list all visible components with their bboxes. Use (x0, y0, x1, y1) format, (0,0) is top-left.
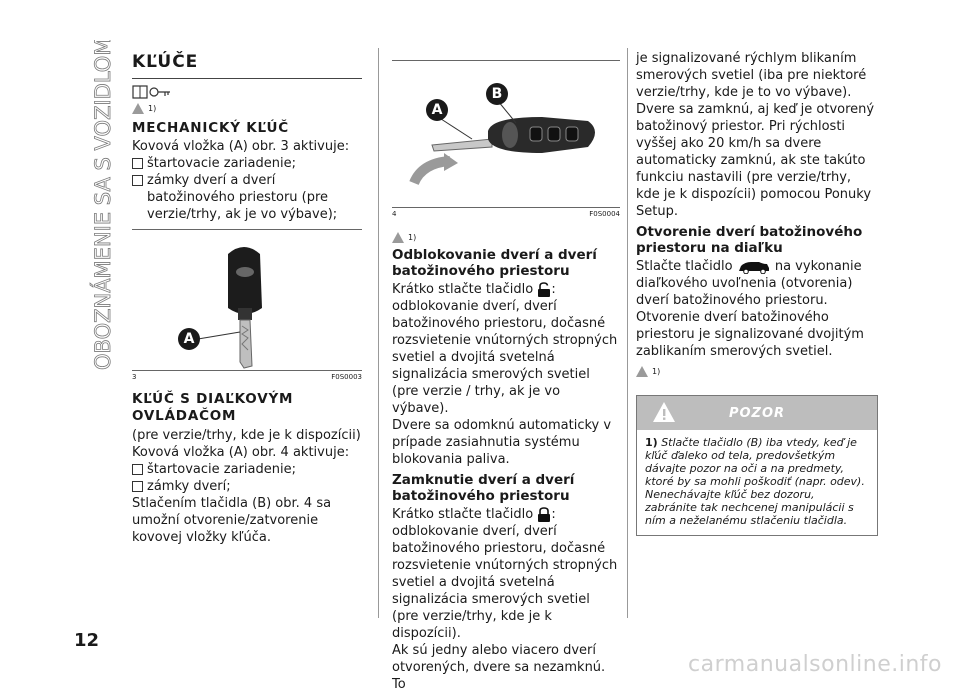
key-warning-icons (132, 83, 362, 101)
bullet-box-icon (132, 464, 143, 475)
paragraph: (pre verzie/trhy, kde je k dispozícii) (132, 428, 361, 443)
paragraph: Dvere sa odomknú automaticky v prípade zasiahnutia systému blokovania paliva. (392, 418, 612, 467)
paragraph: Ak sú jedny alebo viacero dverí otvorených, dvere sa nezamknú. To (392, 643, 606, 692)
callout-a: A (178, 328, 200, 350)
paragraph: Krátko stlačte tlačidlo : odblokovanie dverí, dverí batožinového priestoru, dočasné rozsvietenie vnútorných stropných svetiel a dvojitá svetelná signalizácia smerových svetiel (pre verzie/trhy, kde je k dispozícii). (392, 507, 618, 641)
paragraph: Krátko stlačte tlačidlo : odblokovanie dverí, dverí batožinového priestoru, dočasné rozsvietenie vnútorných stropných svetiel a dvojitá svetelná signalizácia smerových svetiel (pre verzie / trhy, ak je vo výbave). (392, 282, 618, 416)
remote-key-heading: KĽÚČ S DIAĽKOVÝM OVLÁDAČOM (132, 391, 294, 424)
column-3 (636, 50, 878, 536)
bullet-box-icon (132, 175, 143, 186)
lock-heading: Zamknutie dverí a dverí batožinového priestoru (392, 472, 575, 504)
bullet-box-icon (132, 158, 143, 169)
car-trunk-icon (737, 260, 771, 274)
warning-text: 1) Stlačte tlačidlo (B) iba vtedy, keď je kľúč ďaleko od tela, predovšetkým dávajte pozor na oči a na predmety, ktoré by sa mohli poškodiť (napr. odev). Nenechávajte kľúč bez dozoru, zabránite tak nechcenej manipulácii s ním a neželanému stlačeniu tlačidla. (645, 436, 865, 527)
unlock-heading: Odblokovanie dverí a dverí batožinového priestoru (392, 247, 597, 279)
warning-triangle-icon (651, 400, 677, 424)
figure-caption: 4 F0S0004 (392, 210, 620, 218)
list-item: zámky dverí; (132, 478, 362, 495)
paragraph: Stlačte tlačidlo na vykonanie diaľkového uvoľnenia (otvorenia) dverí batožinového priestoru. (636, 259, 862, 308)
callout-a: A (426, 99, 448, 121)
book-key-icon (132, 83, 174, 101)
figure-bottom-rule (132, 370, 362, 371)
paragraph: Kovová vložka (A) obr. 3 aktivuje: (132, 139, 350, 154)
figure-caption: 3 F0S0003 (132, 373, 362, 381)
figure-4 (392, 65, 620, 207)
paragraph: Dvere sa zamknú, aj keď je otvorený batožinový priestor. Pri rýchlosti vyššej ako 20 km/h sa dvere automaticky zamknú, ak ste takúto funkciu nastavili (pre verzie/trhy, kde je k dispozícii) pomocou Ponuky Setup. (636, 102, 875, 219)
figure-top-rule (392, 60, 620, 61)
chapter-side-title (82, 40, 122, 380)
figure-bottom-rule (392, 207, 620, 208)
warning-triangle-icon (392, 232, 404, 243)
paragraph: Stlačením tlačidla (B) obr. 4 sa umožní otvorenie/zatvorenie kovovej vložky kľúča. (132, 496, 332, 545)
bullet-box-icon (132, 481, 143, 492)
figure-top-rule (132, 229, 362, 230)
list-item: štartovacie zariadenie; (132, 461, 362, 478)
page-number: 12 (74, 630, 100, 651)
mechanical-key-heading: MECHANICKÝ KĽÚČ (132, 120, 289, 136)
warning-label: POZOR (728, 405, 786, 421)
mechanical-key-image (132, 234, 362, 370)
svg-text:OBOZNÁMENIE SA S VOZIDLOM: OBOZNÁMENIE SA S VOZIDLOM (91, 40, 115, 370)
warning-reference: 1) (636, 366, 878, 377)
warning-triangle-icon (132, 103, 144, 114)
warning-reference: 1) (132, 103, 362, 114)
column-2 (392, 48, 620, 693)
lock-padlock-icon (537, 507, 551, 523)
warning-triangle-icon (636, 366, 648, 377)
callout-b: B (486, 83, 508, 105)
list-item: štartovacie zariadenie; (132, 155, 362, 172)
section-title-keys: KĽÚČE (132, 52, 362, 79)
paragraph: Kovová vložka (A) obr. 4 aktivuje: (132, 445, 350, 460)
column-1 (132, 48, 362, 546)
warning-reference: 1) (392, 232, 620, 243)
warning-box (636, 395, 878, 536)
unlock-padlock-icon (537, 282, 551, 298)
paragraph: je signalizované rýchlym blikaním smerových svetiel (iba pre niektoré verzie/trhy, kde je to vo výbave). (636, 51, 867, 100)
column-divider (627, 48, 628, 618)
watermark: carmanualsonline.info (688, 652, 942, 677)
warning-box-header (637, 396, 877, 430)
column-divider (378, 48, 379, 618)
remote-key-image (392, 65, 620, 207)
trunk-remote-heading: Otvorenie dverí batožinového priestoru na diaľku (636, 224, 863, 256)
list-item: zámky dverí a dverí batožinového priestoru (pre verzie/trhy, ak je vo výbave); (132, 172, 362, 223)
paragraph: Otvorenie dverí batožinového priestoru je signalizované dvojitým zablikaním smerových svetiel. (636, 310, 864, 359)
figure-3 (132, 234, 362, 370)
